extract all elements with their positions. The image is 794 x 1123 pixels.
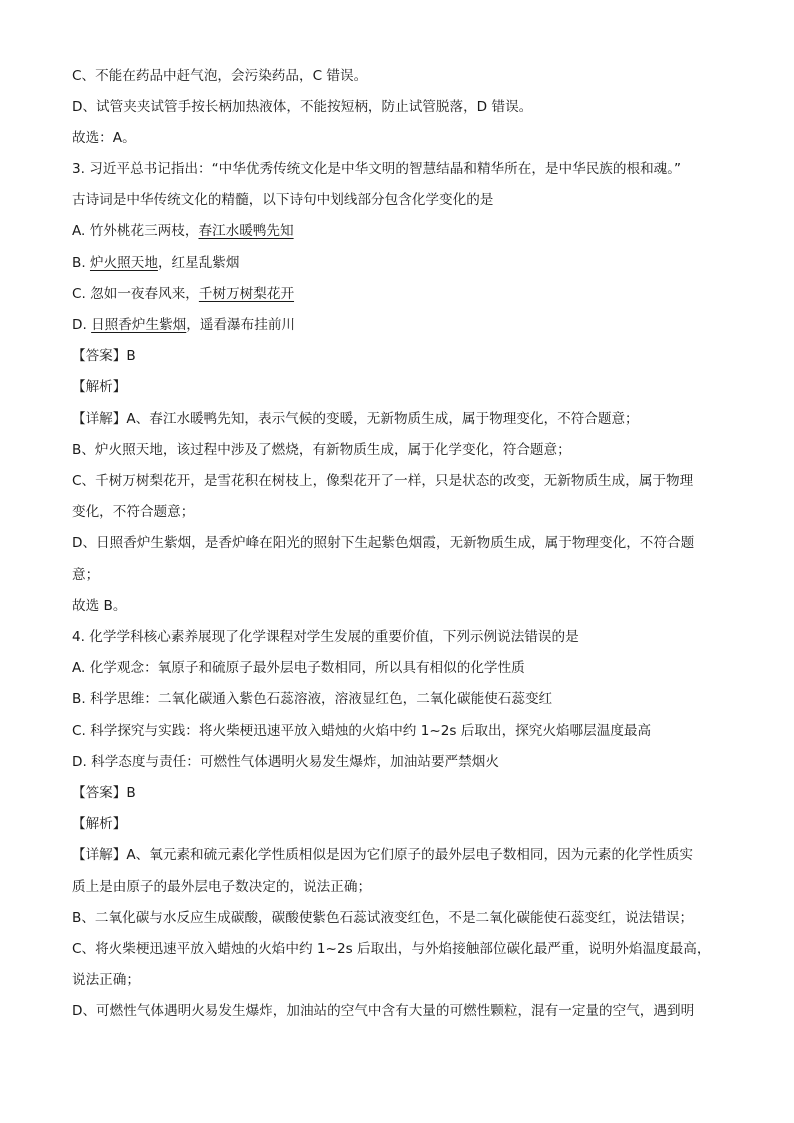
text-line: C、不能在药品中赶气泡，会污染药品，C 错误。 xyxy=(72,68,368,84)
question-3-stem: 3. 习近平总书记指出：“中华优秀传统文化是中华文明的智慧结晶和精华所在，是中华民族的根和魂。” xyxy=(72,161,682,177)
option-d: D. 科学态度与责任：可燃性气体遇明火易发生爆炸，加油站要严禁烟火 xyxy=(72,754,499,770)
underlined-phrase: 千树万树梨花开 xyxy=(198,286,295,302)
option-text: C. 忽如一夜春风来， xyxy=(72,286,199,302)
conclusion-line: 故选 B。 xyxy=(72,598,127,614)
answer-label: 【答案】B xyxy=(72,348,136,364)
option-text: D. xyxy=(72,317,92,333)
text-line: D、试管夹夹试管手按长柄加热液体，不能按短柄，防止试管脱落，D 错误。 xyxy=(72,99,533,115)
option-c xyxy=(72,284,294,304)
option-a: A. 化学观念：氧原子和硫原子最外层电子数相同，所以具有相似的化学性质 xyxy=(72,660,525,676)
detail-line: 质上是由原子的最外层电子数决定的，说法正确； xyxy=(72,879,372,895)
detail-line: D、日照香炉生紫烟，是香炉峰在阳光的照射下生起紫色烟霞，无新物质生成，属于物理变化，不符合题 xyxy=(72,535,695,551)
option-text: A. 竹外桃花三两枝， xyxy=(72,223,199,239)
option-text: ，红星乱紫烟 xyxy=(157,255,240,271)
analysis-label: 【解析】 xyxy=(72,816,127,832)
detail-line: 【详解】A、春江水暖鸭先知，表示气候的变暖，无新物质生成，属于物理变化，不符合题意； xyxy=(72,411,639,427)
detail-line: 说法正确； xyxy=(72,972,140,988)
question-3-stem-cont: 古诗词是中华传统文化的精髓，以下诗句中划线部分包含化学变化的是 xyxy=(72,192,494,208)
analysis-label: 【解析】 xyxy=(72,379,127,395)
option-a xyxy=(72,221,294,241)
underlined-phrase: 日照香炉生紫烟 xyxy=(91,317,187,333)
detail-line: B、炉火照天地，该过程中涉及了燃烧，有新物质生成，属于化学变化，符合题意； xyxy=(72,442,571,458)
detail-line: 变化，不符合题意； xyxy=(72,504,195,520)
answer-label: 【答案】B xyxy=(72,785,136,801)
text-line: 故选：A。 xyxy=(72,130,136,146)
underlined-phrase: 炉火照天地 xyxy=(89,255,158,271)
option-b xyxy=(72,253,240,273)
option-c: C. 科学探究与实践：将火柴梗迅速平放入蜡烛的火焰中约 1~2s 后取出，探究火焰哪层温度最高 xyxy=(72,723,652,739)
option-b: B. 科学思维：二氧化碳通入紫色石蕊溶液，溶液显红色，二氧化碳能使石蕊变红 xyxy=(72,691,553,707)
detail-line: B、二氧化碳与水反应生成碳酸，碳酸使紫色石蕊试液变红色，不是二氧化碳能使石蕊变红，说法错误； xyxy=(72,910,694,926)
detail-line: 意； xyxy=(72,567,100,583)
question-4-stem: 4. 化学学科核心素养展现了化学课程对学生发展的重要价值，下列示例说法错误的是 xyxy=(72,629,579,645)
detail-line: C、将火柴梗迅速平放入蜡烛的火焰中约 1~2s 后取出，与外焰接触部位碳化最严重，说明外焰温度最高， xyxy=(72,941,711,957)
detail-line: 【详解】A、氧元素和硫元素化学性质相似是因为它们原子的最外层电子数相同，因为元素的化学性质实 xyxy=(72,847,694,863)
option-text: B. xyxy=(72,255,90,271)
detail-line: D、可燃性气体遇明火易发生爆炸，加油站的空气中含有大量的可燃性颗粒，混有一定量的空气，遇到明 xyxy=(72,1003,695,1019)
detail-line: C、千树万树梨花开，是雪花积在树枝上，像梨花开了一样，只是状态的改变，无新物质生成，属于物理 xyxy=(72,473,694,489)
underlined-phrase: 春江水暖鸭先知 xyxy=(198,223,294,239)
option-text: ，遥看瀑布挂前川 xyxy=(186,317,296,333)
option-d xyxy=(72,315,295,335)
